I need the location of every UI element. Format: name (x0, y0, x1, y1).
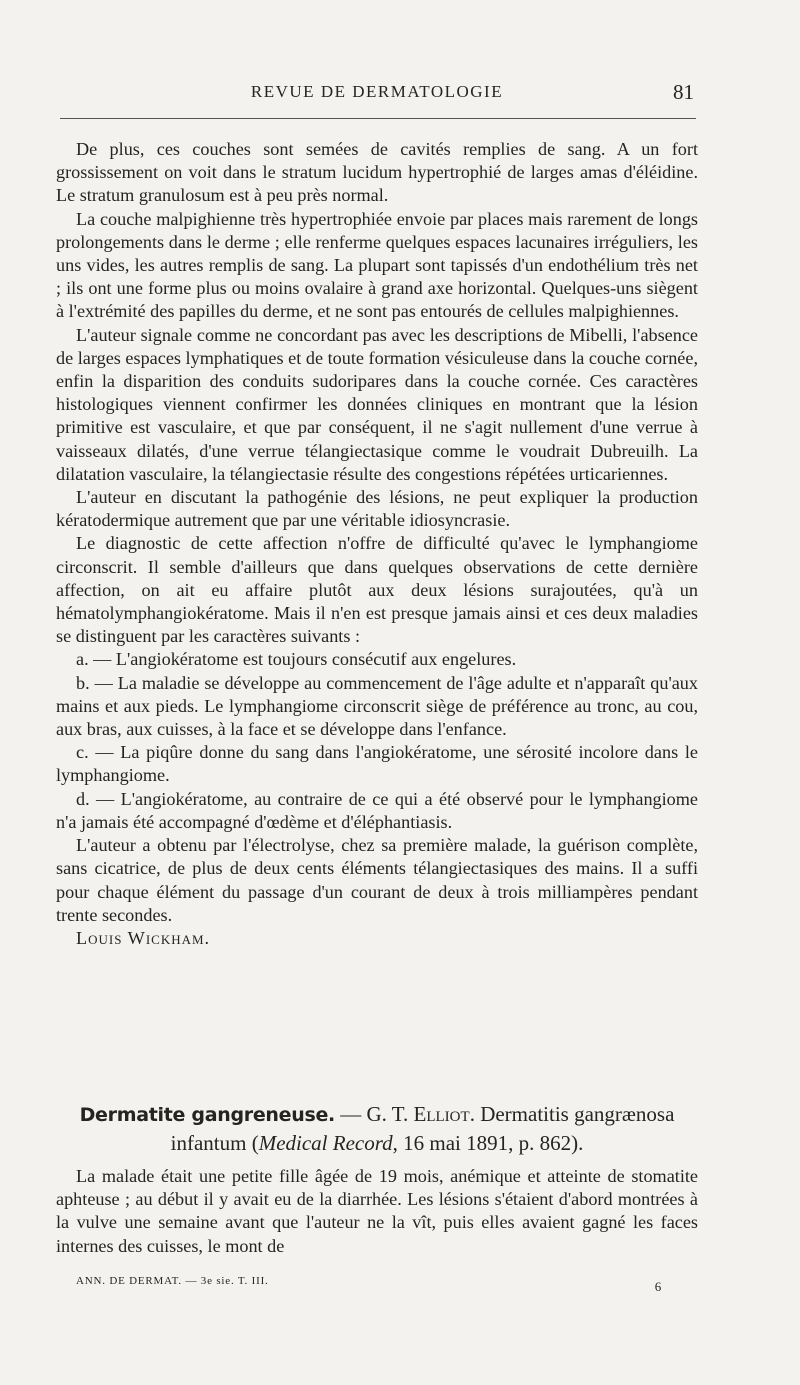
paragraph: d. — L'angiokératome, au contraire de ce qui a été observé pour le lymphangiome n'a jamais été accompagné d'œdème et d'éléphantiasis. (56, 788, 698, 832)
section-heading (56, 1100, 698, 1157)
paragraph: La malade était une petite fille âgée de 19 mois, anémique et atteinte de stomatite aphteuse ; au début il y avait eu de la diarrhée. Les lésions s'étaient d'abord montrées à la vulve une semaine avant que l'auteur ne la vît, puis elles avaient gagné les faces internes des cuisses, le mont de (56, 1166, 698, 1256)
paragraph: La couche malpighienne très hypertrophiée envoie par places mais rarement de longs prolongements dans le derme ; elle renferme quelques espaces lacunaires irréguliers, les uns vides, les autres remplis de sang. La plupart sont tapissés d'un endothélium très net ; ils ont une forme plus ou moins ovalaire à grand axe horizontal. Quelques-uns siègent à l'extrémité des papilles du derme, et ne sont pas entourés de cellules malpighiennes. (56, 208, 698, 322)
section-line2-end: , 16 mai 1891, p. 862). (392, 1131, 584, 1155)
paragraph: Le diagnostic de cette affection n'offre de difficulté qu'avec le lymphangiome circonscrit. Il semble d'ailleurs que dans quelques observations de cette dernière affection, on ait eu affaire plutôt aux deux lésions surajoutées, qu'à un hématolymphangiokératome. Mais il n'en est presque jamais ainsi et ces deux maladies se distinguent par les caractères suivants : (56, 533, 698, 647)
header-rule (60, 118, 696, 119)
section-heading-line-1 (56, 1100, 698, 1129)
paragraph: a. — L'angiokératome est toujours consécutif aux engelures. (76, 649, 517, 670)
article-body (56, 138, 698, 950)
footer-signature-mark: ANN. DE DERMAT. — 3e sie. T. III. (76, 1275, 269, 1287)
section-line2-start: infantum ( (170, 1131, 259, 1155)
paragraph: b. — La maladie se développe au commencement de l'âge adulte et n'apparaît qu'aux mains et aux pieds. Le lymphangiome circonscrit siège de préférence au tronc, au cou, aux bras, aux cuisses, à la face et se développe dans l'enfance. (56, 672, 698, 740)
section-heading-line-2 (56, 1129, 698, 1157)
section-title-rest: . Dermatitis gangrænosa (469, 1102, 675, 1126)
section-title-bold: Dermatite gangreneuse. (79, 1104, 335, 1126)
signature: Louis Wickham. (76, 927, 211, 948)
paragraph: L'auteur a obtenu par l'électrolyse, chez sa première malade, la guérison complète, sans cicatrice, de plus de deux cents éléments télangiectasiques des mains. Il a suffi pour chaque élément du passage d'un courant de deux à trois milliampères pendant trente secondes. (56, 835, 698, 925)
paragraph: L'auteur signale comme ne concordant pas avec les descriptions de Mibelli, l'absence de larges espaces lymphatiques et de toute formation vésiculeuse dans la couche cornée, enfin la disparition des conduits sudoripares dans la couche cornée. Ces caractères histologiques viennent confirmer les données cliniques en montrant que la lésion primitive est vasculaire, et que par conséquent, il ne s'agit nullement d'une verrue à vaisseaux dilatés, d'une verrue télangiectasique comme le voudrait Dubreuilh. La dilatation vasculaire, la télangiectasie résulte des congestions répétées urticariennes. (56, 324, 698, 484)
section-body (56, 1165, 698, 1258)
paragraph: De plus, ces couches sont semées de cavités remplies de sang. A un fort grossissement on voit dans le stratum lucidum hypertrophié de larges amas d'éléidine. Le stratum granulosum est à peu près normal. (56, 139, 698, 206)
section-journal: Medical Record (258, 1131, 393, 1155)
footer-sheet-number: 6 (654, 1279, 662, 1294)
paragraph: L'auteur en discutant la pathogénie des lésions, ne peut expliquer la production kératodermique autrement que par une véritable idiosyncrasie. (56, 487, 698, 531)
page-number: 81 (673, 80, 694, 104)
paragraph: c. — La piqûre donne du sang dans l'angiokératome, une sérosité incolore dans le lymphangiome. (56, 742, 698, 786)
section-author: Elliot (413, 1102, 470, 1126)
running-head (56, 80, 698, 110)
section-title-dash: — G. T. (334, 1102, 414, 1126)
running-title: REVUE DE DERMATOLOGIE (250, 82, 504, 101)
